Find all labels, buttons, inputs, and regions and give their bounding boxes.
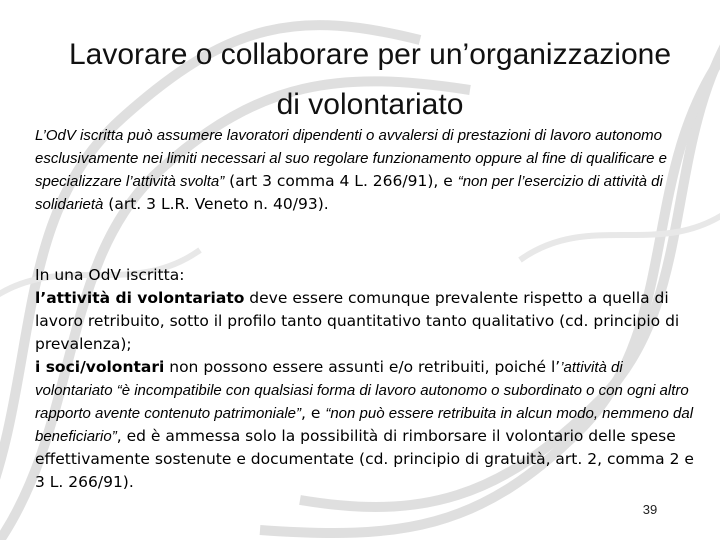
para2-intro: In una OdV iscritta: — [35, 266, 185, 284]
para2-text3: , e — [301, 404, 326, 422]
page-number: 39 — [642, 502, 658, 517]
slide-title: Lavorare o collaborare per un’organizzazione di volontariato — [68, 38, 672, 121]
para2-text2: non possono essere assunti e/o retribuiti, poiché l’ — [164, 358, 561, 376]
para2-bold1: l’attività di volontariato — [35, 289, 245, 307]
paragraph-1 — [35, 124, 695, 216]
para1-italic: L’OdV iscritta può assumere lavoratori dipendenti o avvalersi di prestazioni di lavoro autonomo esclusivamente nei limiti necessari al suo regolare funzionamento oppure al fine di qualificare e specializzare l’attività svolta” — [35, 127, 668, 190]
para2-italic: ’attività di volontariato “è incompatibile con qualsiasi forma di lavoro autonomo o subordinato o con ogni altro rapporto avente contenuto patrimoniale” — [35, 359, 689, 422]
para1-ref1: (art 3 comma 4 L. 266/91), e — [224, 172, 458, 190]
para2-body — [35, 287, 695, 494]
para1-italic2: “non per l’esercizio di attività di solidarietà — [35, 173, 663, 213]
para2-italic2: “non può essere retribuita in alcun modo, nemmeno dal beneficiario” — [35, 405, 694, 445]
para2-text1: deve essere comunque prevalente rispetto a quella di lavoro retribuito, sotto il profilo tanto quantitativo tanto qualitativo (cd. principio di prevalenza); — [35, 289, 680, 353]
para2-text4: , ed è ammessa solo la possibilità di rimborsare il volontario delle spese effettivamente sostenute e documentate (cd. principio di gratuità, art. 2, comma 2 e 3 L. 266/91). — [35, 427, 694, 491]
para2-bold2: i soci/volontari — [35, 358, 165, 376]
para1-ref2: (art. 3 L.R. Veneto n. 40/93). — [103, 195, 329, 213]
paragraph-2 — [35, 264, 695, 494]
